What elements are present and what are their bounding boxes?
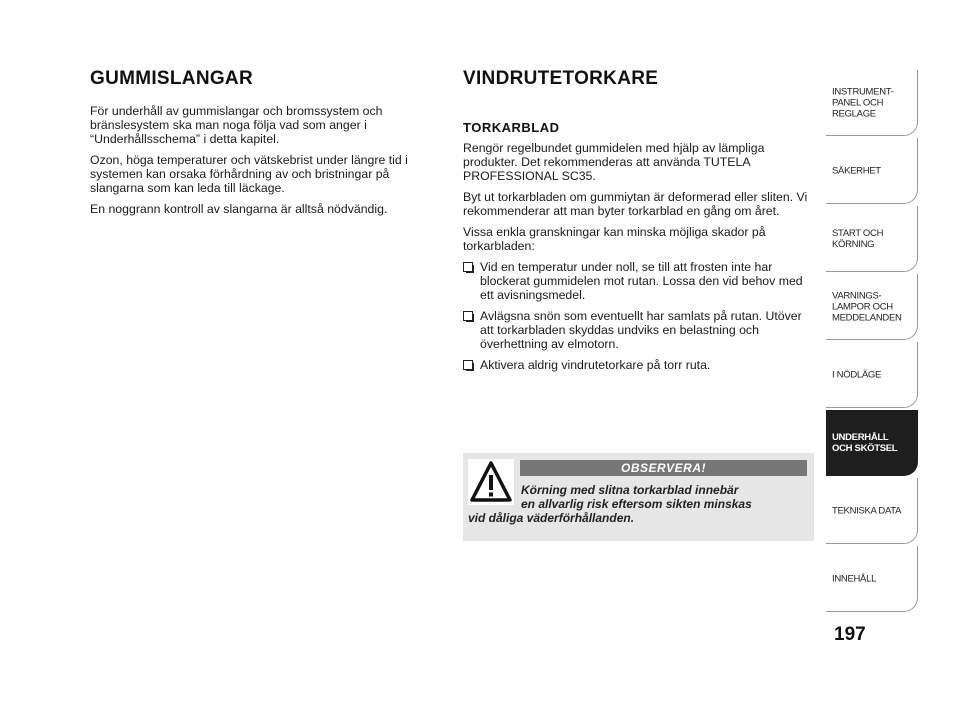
checkbox-bullet-icon [463, 360, 473, 370]
tab-innehall[interactable]: INNEHÅLL [826, 546, 918, 612]
list-item: Aktivera aldrig vindrutetorkare på torr ruta. [463, 358, 818, 372]
paragraph: För underhåll av gummislangar och bromssystem och bränslesystem ska man noga följa vad som anger i “Underhållsschema” i detta kapitel. [90, 104, 383, 146]
warning-text: Körning med slitna torkarblad innebär en allvarlig risk eftersom sikten minskas vid dåliga väderförhållanden. [468, 483, 752, 525]
checkbox-bullet-icon [463, 311, 473, 321]
section-title-vindrutetorkare: VINDRUTETORKARE [463, 68, 659, 89]
paragraph: Byt ut torkarbladen om gummiytan är deformerad eller sliten. Vi rekommenderar att man byter torkarblad en gång om året. [463, 190, 808, 218]
left-column [90, 68, 440, 223]
paragraph: En noggrann kontroll av slangarna är alltså nödvändig. [90, 202, 388, 216]
right-column [463, 68, 818, 379]
page-number: 197 [834, 624, 866, 645]
tab-varningslampor[interactable]: VARNINGS- LAMPOR OCH MEDDELANDEN [826, 274, 918, 340]
paragraph: Rengör regelbundet gummidelen med hjälp av lämpliga produkter. Det rekommenderas att använda TUTELA PROFESSIONAL SC35. [463, 141, 765, 183]
list-item: Avlägsna snön som eventuellt har samlats på rutan. Utöver att torkarbladen skyddas undviks en belastning och överhettning av elmotorn. [463, 309, 818, 351]
warning-label: OBSERVERA! [520, 460, 807, 476]
tab-i-nodlage[interactable]: I NÖDLÄGE [826, 342, 918, 408]
list-item: Vid en temperatur under noll, se till att frosten inte har blockerat gummidelen mot rutan. Lossa den vid behov med ett avisningsmedel. [463, 260, 818, 302]
checkbox-bullet-icon [463, 262, 473, 272]
paragraph: Vissa enkla granskningar kan minska möjliga skador på torkarbladen: [463, 225, 766, 253]
tab-start-och-korning[interactable]: START OCH KÖRNING [826, 206, 918, 272]
tab-instrumentpanel[interactable]: INSTRUMENT- PANEL OCH REGLAGE [826, 70, 918, 136]
bullet-list [463, 260, 818, 372]
section-title-gummislangar: GUMMISLANGAR [90, 68, 253, 89]
warning-box [463, 453, 814, 541]
chapter-nav [826, 70, 918, 614]
tab-sakerhet[interactable]: SÄKERHET [826, 138, 918, 204]
subsection-title-torkarblad: TORKARBLAD [463, 120, 560, 135]
tab-tekniska-data[interactable]: TEKNISKA DATA [826, 478, 918, 544]
tab-underhall-och-skotsel[interactable]: UNDERHÅLL OCH SKÖTSEL [826, 410, 918, 476]
paragraph: Ozon, höga temperaturer och vätskebrist under längre tid i systemen kan orsaka förhårdning av och bristningar på slangarna som kan leda till läckage. [90, 153, 408, 195]
